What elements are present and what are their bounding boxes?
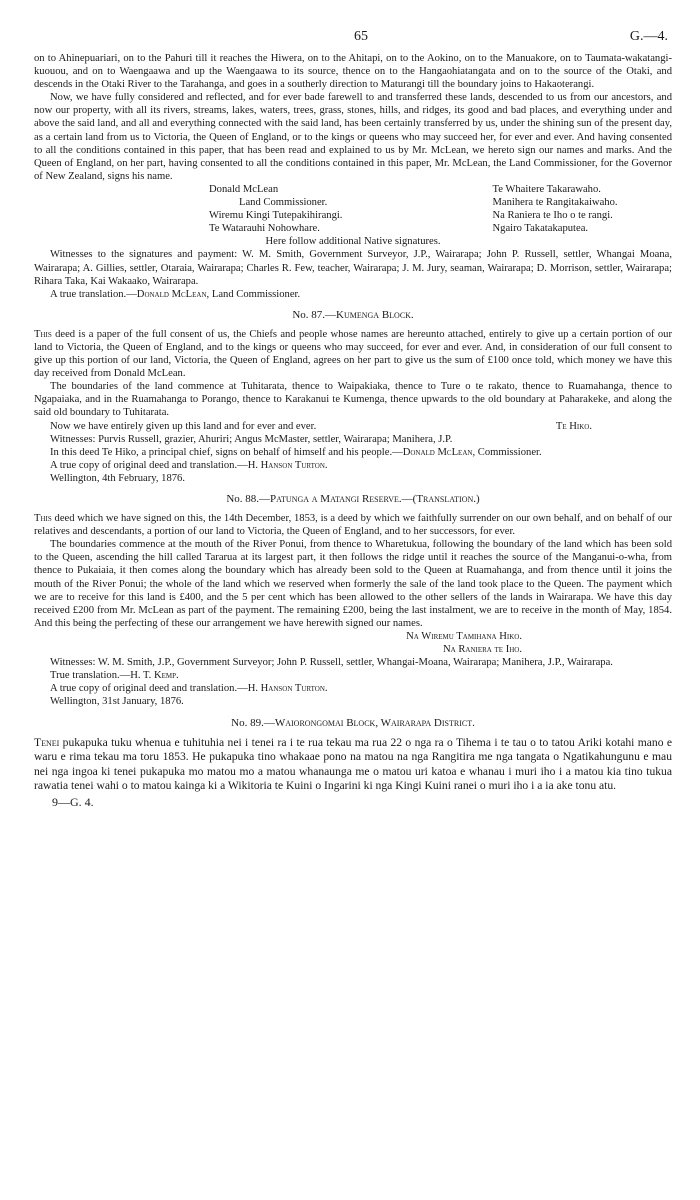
translation-note: A true translation.—Donald McLean, Land Commissioner. bbox=[50, 288, 301, 300]
signature: Na Wiremu Tamihana Hiko. bbox=[406, 630, 522, 642]
signature: Ngairo Takatakaputea. bbox=[492, 223, 589, 235]
signature-block bbox=[34, 183, 672, 235]
document-reference: G.—4. bbox=[629, 29, 668, 44]
paragraph-88-boundaries: The boundaries commence at the mouth of the River Ponui, from thence to Wharetukua, following the boundary of the land which has been sold to the Queen, ascending the hill called Tararua at its largest part, it then follows the ridge until it reaches the source of the Manganui-o-wha, from thence to Pukaiaia, it then comes along the boundary which has already been sold to the Queen at Ruamahanga, and from thence until it joins the mouth of the River Ponui; the whole of the land which we reserved when formerly the sale of the land took place to the Queen. The payment which we are to receive for this land is £400, and the 5 per cent which has been allowed to the other sellers of the lands in Wairarapa. We have this day received £200 from Mr. McLean as part of the payment. The remaining £200, being the last instalment, we are to receive in the month of May, 1854. And this being the perfecting of these our arrangement we have herewith signed our names. bbox=[34, 539, 672, 629]
page-footer: 9—G. 4. bbox=[52, 794, 94, 809]
true-translation-88: True translation.—H. T. Kemp. bbox=[50, 670, 179, 682]
paragraph-89-deed: Tenei pukapuka tuku whenua e tuhituhia nei i tenei ra i te rua tekau ma rua 22 o nga ra o Tihema i te tau o to tatou Ariki kotahi mano e waru e rima tekau ma toru 1853. He pukapuka tino whakaae pono na matou na nga Rangitira me nga tangata o Ngatikahungunu e mau nei nga ingoa ki tenei pukapuka mo matou mo a matou whanaunga me o matou uri katoa e whanau i muri iho i a matou kia tino tukua rawatia tenei wahi o to matou kainga ki a Wikitoria te Kuini o Ingarini ki nga Kingi Kuini ranei o muri iho i a ia ake tonu atu. bbox=[34, 735, 672, 793]
witnesses-88: Witnesses: W. M. Smith, J.P., Government Surveyor; John P. Russell, settler, Whangai-Moana, Wairarapa; Manihera, J.P., Wairarapa. bbox=[50, 657, 613, 669]
signature: Wiremu Kingi Tutepakihirangi. bbox=[209, 210, 343, 222]
paragraph-transfer: Now, we have fully considered and reflected, and for ever bade farewell to and transferred these lands, descended to us from our ancestors, and now our property, with all its rivers, streams, lakes, waters, trees, grass, stones, hills, and ridges, its good and bad places, and everything under and above the said land, and all and everything connected with the said land, has been certainly transferred by us, under the shining sun of the present day, as a certain land from us to Victoria, the Queen of England, or to the kings or queens who may succeed her, for ever and ever. And having consented to all the conditions contained in this paper, that has been read and explained to us by Mr. McLean, we hereto sign our names and marks. And the Queen of England, on her part, having consented to all the conditions contained in this paper, Mr. McLean, the Land Commissioner, for the Governor of New Zealand, signs his name. bbox=[34, 92, 672, 182]
signature: Na Raniera te Iho o te rangi. bbox=[492, 210, 613, 222]
witnesses-paragraph: Witnesses to the signatures and payment: W. M. Smith, Government Surveyor, J.P., Wairarapa; John P. Russell, settler, Whangai Moana, Wairarapa; A. Gillies, settler, Otaraia, Wairarapa; Charles R. Few, teacher, Wairarapa; J. M. Jury, seaman, Wairarapa; D. Morrison, settler, Wairarapa; Rihara Taka, Kai Wakaako, Wairarapa. bbox=[34, 249, 672, 287]
paragraph-87-boundaries: The boundaries of the land commence at Tuhitarata, thence to Waipakiaka, thence to Ture o te rakato, thence to Ruamahanga, thence to Ngapaiaka, and in the Ruamahanga to Porango, thence to Karakanui te Kumenga, thence upwards to the old boundary at Paharakeke, and along the said old boundary to Tuhitarata. bbox=[34, 381, 672, 419]
page-number: 65 bbox=[354, 29, 368, 44]
signature: Te Whaitere Takarawaho. bbox=[492, 183, 601, 195]
additional-signatures-note: Here follow additional Native signatures. bbox=[265, 236, 441, 248]
paragraph-87-surrender: Now we have entirely given up this land and for ever and ever. Te Hiko. bbox=[34, 420, 672, 433]
signature: Te Watarauhi Nohowhare. bbox=[209, 223, 320, 235]
section-heading-89: No. 89.—Waiorongomai Block, Wairarapa District. bbox=[231, 716, 475, 729]
paragraph-88-deed: This deed which we have signed on this, the 14th December, 1853, is a deed by which we faithfully surrender on our own behalf, and on behalf of our relatives and descendants, a portion of our land to Victoria, the Queen of England, and to her successors, for ever. bbox=[34, 513, 672, 538]
signature: Na Raniera te Iho. bbox=[443, 644, 522, 656]
signature: Donald McLean bbox=[209, 183, 279, 195]
signature: Manihera te Rangitakaiwaho. bbox=[492, 197, 618, 209]
witnesses-87: Witnesses: Purvis Russell, grazier, Ahuriri; Angus McMaster, settler, Wairarapa; Manihera, J.P. bbox=[50, 433, 453, 445]
section-heading-87: No. 87.—Kumenga Block. bbox=[292, 308, 414, 321]
paragraph-87-chief: In this deed Te Hiko, a principal chief, signs on behalf of himself and his people.—Donald McLean, Commissioner. bbox=[50, 446, 542, 458]
signature-title: Land Commissioner. bbox=[239, 197, 328, 209]
true-copy-88: A true copy of original deed and translation.—H. Hanson Turton. bbox=[50, 683, 328, 695]
signature: Te Hiko. bbox=[555, 420, 592, 432]
paragraph-boundary-continuation: on to Ahinepuariari, on to the Pahuri till it reaches the Hiwera, on to the Ahitapi, on to the Aokino, on to the Manuakore, on to Taumata-wakatangi-kuouou, and on to Waengaawa and up the Waengaawa to its source, thence on to the Hangaohiatangata and on to the source of the Otaki, and descends in the Otaki River to the Tarahanga, and goes in a southerly direction to Maturangi till the boundary joins to Hakaoterangi. bbox=[34, 53, 672, 91]
page-header bbox=[34, 30, 672, 52]
true-copy-87: A true copy of original deed and translation.—H. Hanson Turton. bbox=[50, 459, 328, 471]
date-87: Wellington, 4th February, 1876. bbox=[50, 472, 185, 484]
section-heading-88: No. 88.—Patunga a Matangi Reserve.—(Translation.) bbox=[226, 493, 480, 505]
paragraph-87-deed: This deed is a paper of the full consent of us, the Chiefs and people whose names are hereunto attached, entirely to give up a certain portion of our land to Victoria, the Queen of England, and to the kings or queens who may succeed, for ever and ever. And, in consideration of our full consent to give up this portion of our land, Victoria, the Queen of England, agrees on her part to give us the sum of £100 once told, which money we have this day received from Donald McLean. bbox=[34, 328, 672, 380]
date-88: Wellington, 31st January, 1876. bbox=[50, 696, 184, 708]
